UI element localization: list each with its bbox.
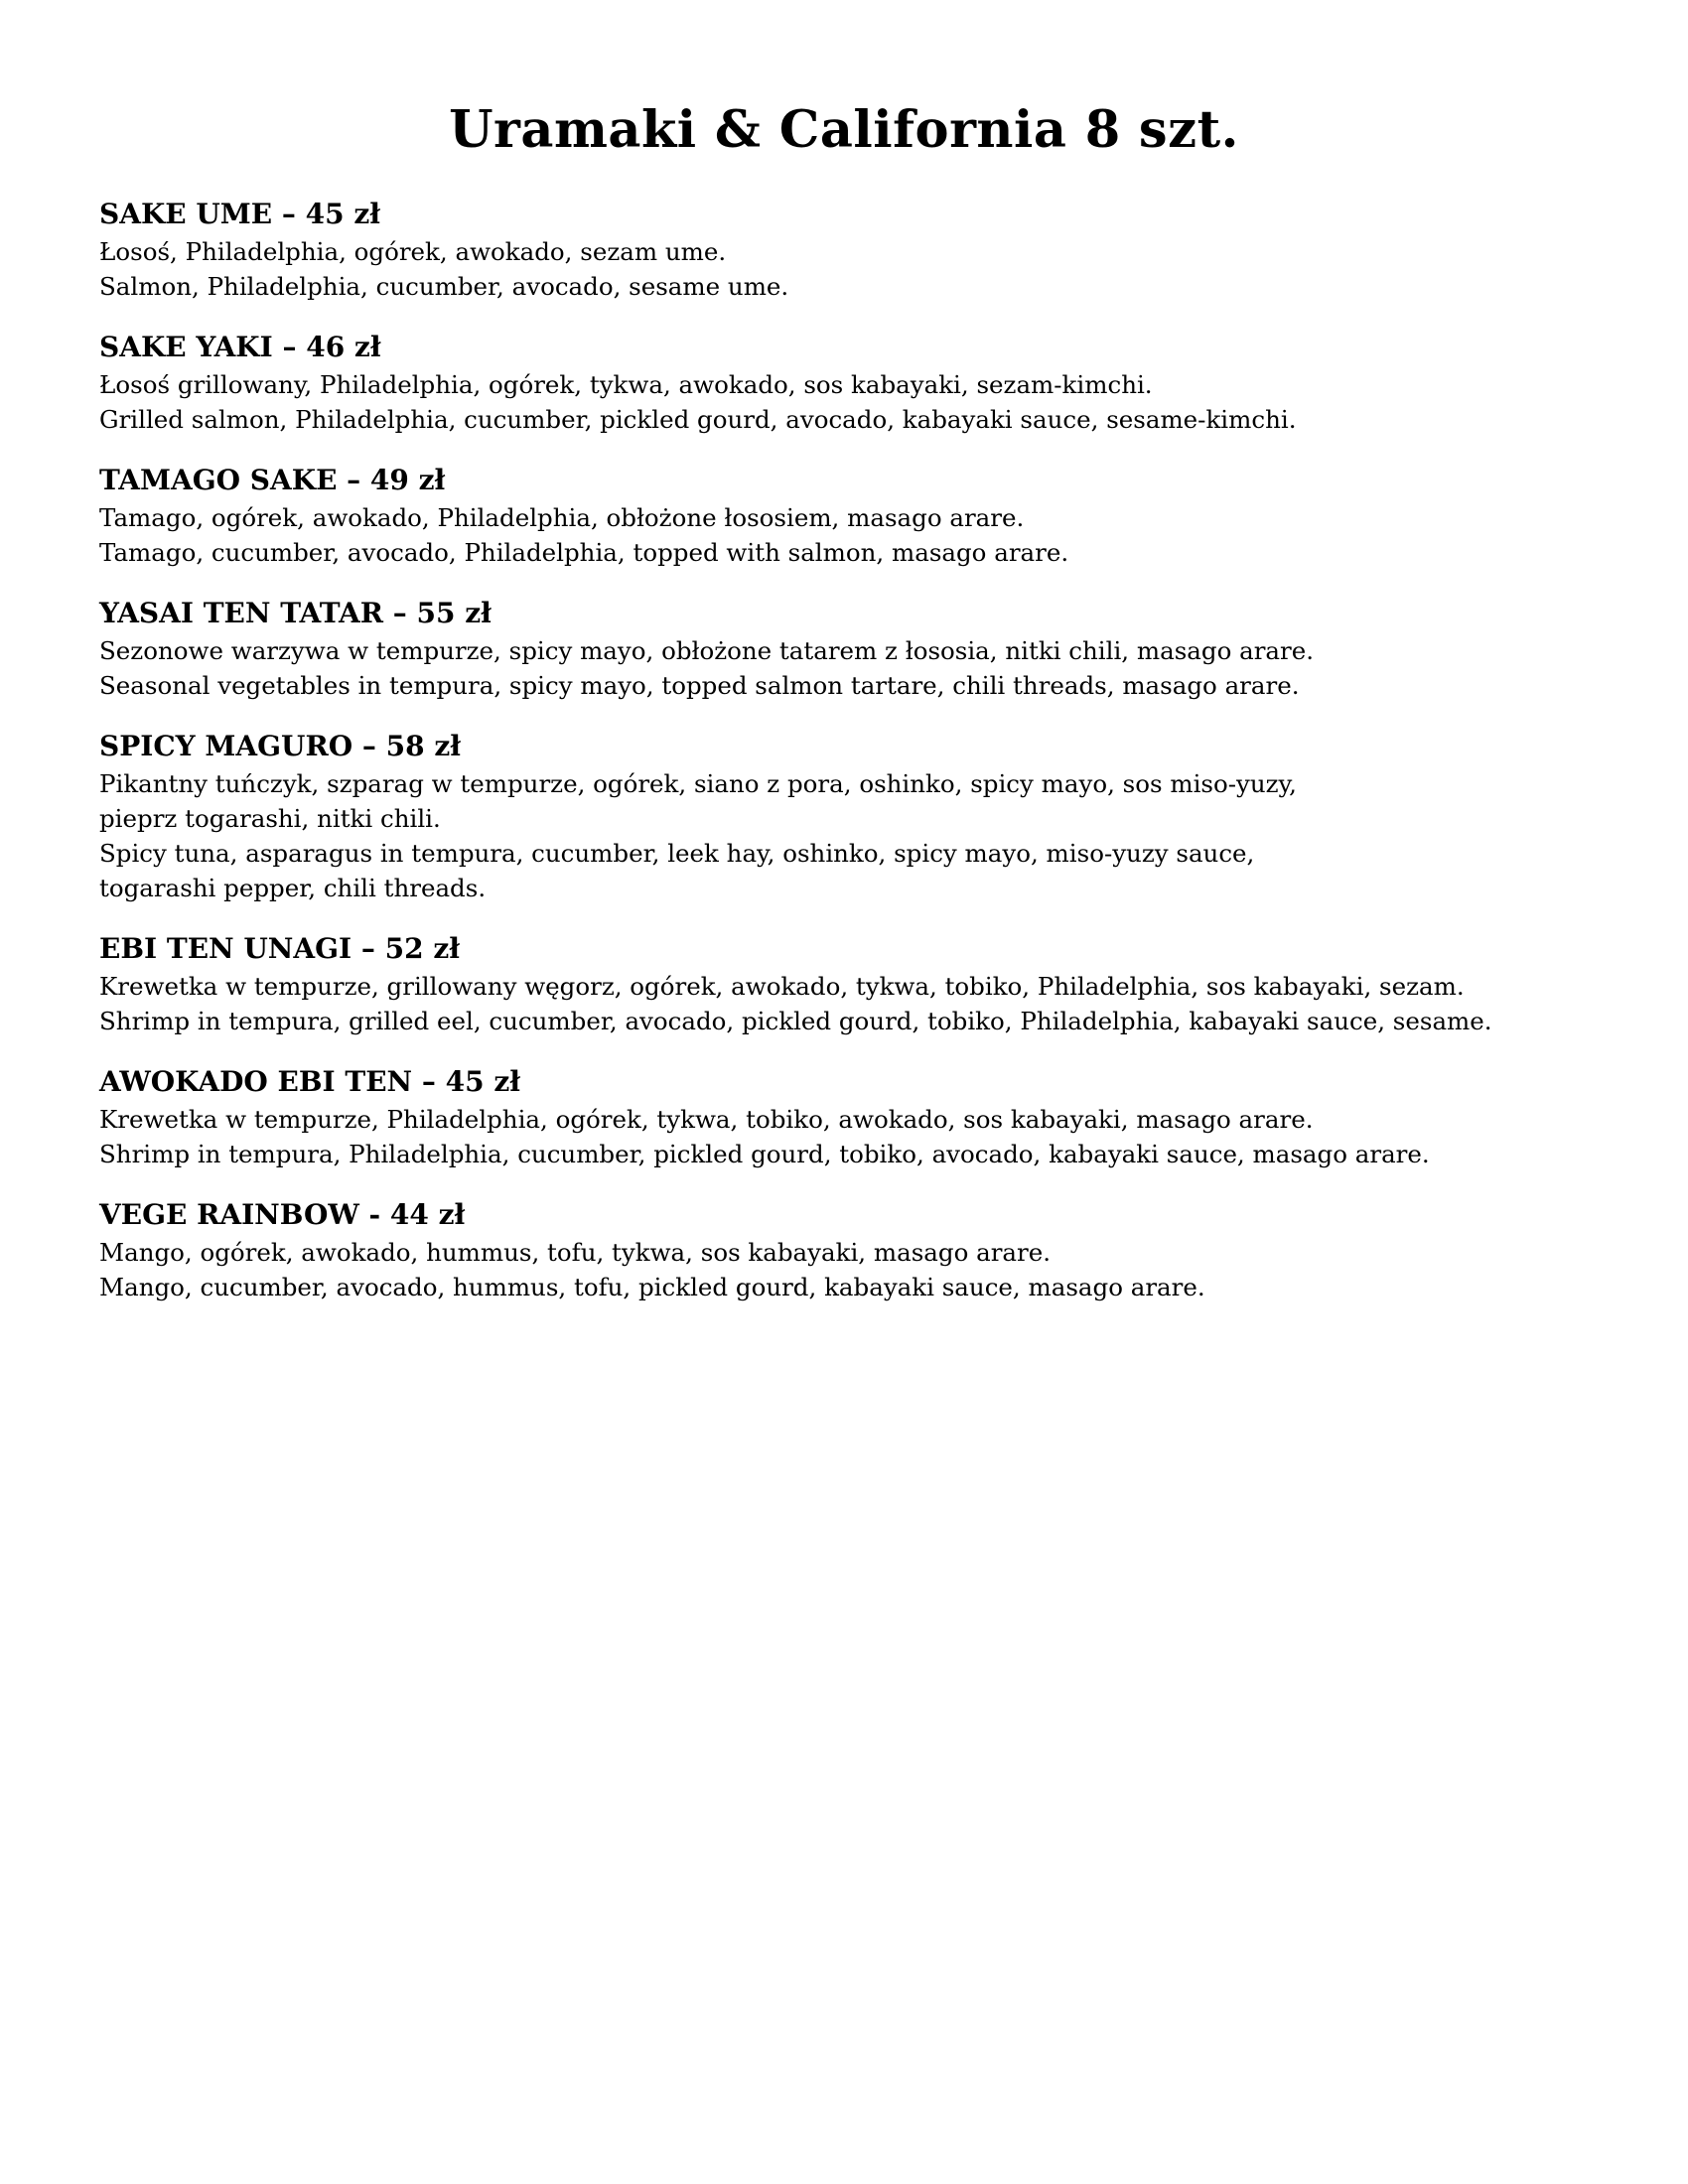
- menu-item-name: SAKE YAKI – 46 zł: [99, 331, 381, 363]
- menu-item-name: VEGE RAINBOW - 44 zł: [99, 1198, 466, 1231]
- description-polish: Łosoś grillowany, Philadelphia, ogórek, tykwa, awokado, sos kabayaki, sezam-kimchi.: [99, 370, 1153, 399]
- menu-item-name: YASAI TEN TATAR – 55 zł: [99, 597, 492, 629]
- description-polish: Pikantny tuńczyk, szparag w tempurze, ogórek, siano z pora, oshinko, spicy mayo, sos miso-yuzy,: [99, 769, 1297, 798]
- description-english: Spicy tuna, asparagus in tempura, cucumber, leek hay, oshinko, spicy mayo, miso-yuzy sauce,: [99, 839, 1255, 868]
- menu-item-spicy-maguro: [99, 727, 1589, 905]
- description-polish: Sezonowe warzywa w tempurze, spicy mayo, obłożone tatarem z łososia, nitki chili, masago arare.: [99, 636, 1315, 665]
- menu-item-description: [99, 234, 1589, 304]
- menu-item-vege-rainbow: [99, 1195, 1589, 1304]
- description-english: Shrimp in tempura, grilled eel, cucumber, avocado, pickled gourd, tobiko, Philadelphia, kabayaki sauce, sesame.: [99, 1007, 1492, 1035]
- menu-item-sake-ume: [99, 195, 1589, 304]
- menu-item-tamago-sake: [99, 461, 1589, 570]
- description-english: Mango, cucumber, avocado, hummus, tofu, pickled gourd, kabayaki sauce, masago arare.: [99, 1273, 1205, 1301]
- page-title: Uramaki & California 8 szt.: [449, 100, 1239, 160]
- menu-item-description: [99, 1102, 1589, 1171]
- menu-item-name: EBI TEN UNAGI – 52 zł: [99, 932, 461, 965]
- description-english: Tamago, cucumber, avocado, Philadelphia, topped with salmon, masago arare.: [99, 538, 1069, 567]
- description-polish-continued: pieprz togarashi, nitki chili.: [99, 804, 441, 833]
- menu-item-description: [99, 969, 1589, 1038]
- description-polish: Łosoś, Philadelphia, ogórek, awokado, sezam ume.: [99, 237, 727, 266]
- menu-item-description: [99, 633, 1589, 703]
- menu-item-description: [99, 367, 1589, 437]
- description-english-continued: togarashi pepper, chili threads.: [99, 874, 487, 902]
- description-polish: Tamago, ogórek, awokado, Philadelphia, obłożone łososiem, masago arare.: [99, 503, 1025, 532]
- description-english: Grilled salmon, Philadelphia, cucumber, pickled gourd, avocado, kabayaki sauce, sesame-kimchi.: [99, 405, 1297, 434]
- menu-item-description: [99, 1235, 1589, 1304]
- description-english: Seasonal vegetables in tempura, spicy mayo, topped salmon tartare, chili threads, masago arare.: [99, 671, 1300, 700]
- menu-item-yasai-ten-tatar: [99, 594, 1589, 703]
- menu-item-name: SPICY MAGURO – 58 zł: [99, 730, 461, 762]
- description-polish: Mango, ogórek, awokado, hummus, tofu, tykwa, sos kabayaki, masago arare.: [99, 1238, 1052, 1267]
- menu-item-name: SAKE UME – 45 zł: [99, 198, 381, 230]
- menu-item-description: [99, 500, 1589, 570]
- menu-item-awokado-ebi-ten: [99, 1062, 1589, 1171]
- menu-item-ebi-ten-unagi: [99, 929, 1589, 1038]
- description-polish: Krewetka w tempurze, Philadelphia, ogórek, tykwa, tobiko, awokado, sos kabayaki, masago arare.: [99, 1105, 1314, 1134]
- description-polish: Krewetka w tempurze, grillowany węgorz, ogórek, awokado, tykwa, tobiko, Philadelphia, sos kabayaki, sezam.: [99, 972, 1465, 1001]
- menu-item-name: AWOKADO EBI TEN – 45 zł: [99, 1065, 521, 1098]
- description-english: Salmon, Philadelphia, cucumber, avocado, sesame ume.: [99, 272, 789, 301]
- menu-item-name: TAMAGO SAKE – 49 zł: [99, 464, 446, 496]
- menu-item-sake-yaki: [99, 328, 1589, 437]
- description-english: Shrimp in tempura, Philadelphia, cucumber, pickled gourd, tobiko, avocado, kabayaki sauce, masago arare.: [99, 1140, 1430, 1168]
- menu-item-description: [99, 766, 1589, 905]
